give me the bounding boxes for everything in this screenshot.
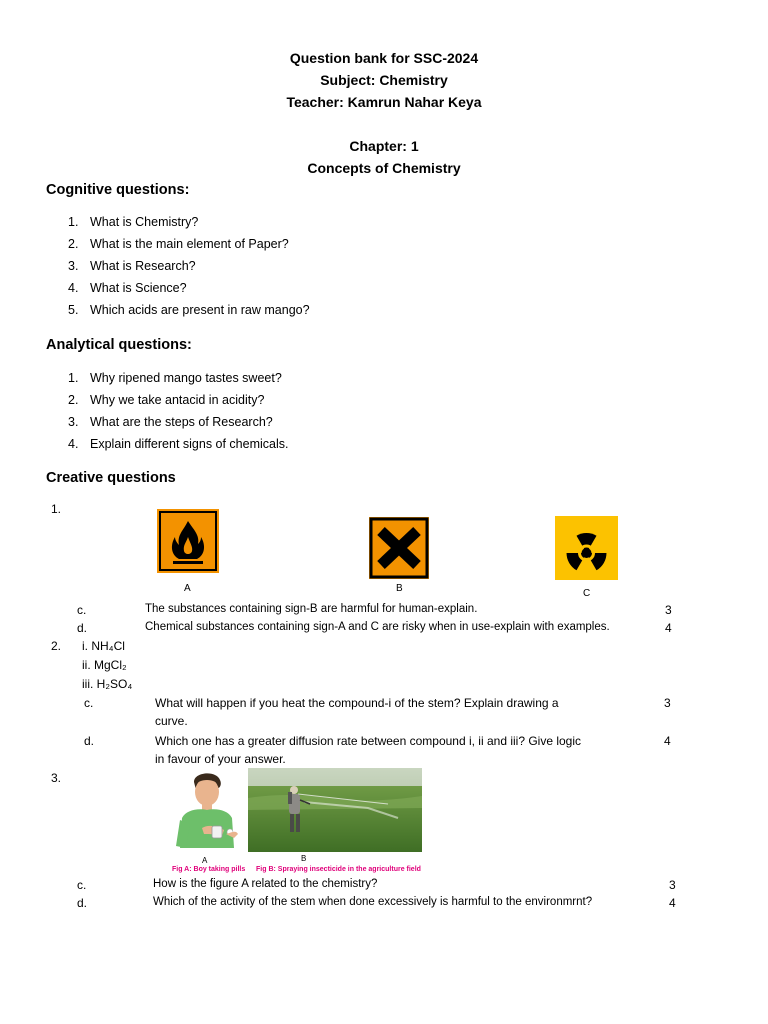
cognitive-heading: Cognitive questions: bbox=[46, 182, 190, 198]
list-item: 1. Why ripened mango tastes sweet? bbox=[68, 371, 282, 385]
q1-part-text: Chemical substances containing sign-A and C are risky when in use-explain with examples. bbox=[145, 621, 610, 633]
analytical-heading: Analytical questions: bbox=[46, 337, 192, 353]
stem-compound: iii. H₂SO₄ bbox=[82, 677, 133, 691]
fig-a-label: A bbox=[202, 856, 208, 865]
q2-part-letter: c. bbox=[84, 696, 94, 710]
fig-b-caption: Fig B: Spraying insecticide in the agriculture field bbox=[256, 866, 421, 873]
q3-part-marks: 4 bbox=[669, 896, 676, 910]
q1-part-text: The substances containing sign-B are harmful for human-explain. bbox=[145, 603, 478, 615]
creative-q3-number: 3. bbox=[51, 771, 62, 785]
radioactive-icon bbox=[555, 516, 618, 586]
spraying-insecticide-photo bbox=[248, 768, 422, 852]
q2-part-marks: 4 bbox=[664, 734, 671, 748]
list-item: 4. Explain different signs of chemicals. bbox=[68, 437, 289, 451]
list-item: 4. What is Science? bbox=[68, 281, 187, 295]
q1-part-letter: c. bbox=[77, 603, 87, 617]
teacher-line: Teacher: Kamrun Nahar Keya bbox=[286, 94, 482, 110]
creative-q1-number: 1. bbox=[51, 502, 62, 516]
q1-part-letter: d. bbox=[77, 621, 88, 635]
harmful-x-icon bbox=[369, 517, 429, 579]
sign-a-label: A bbox=[184, 583, 191, 594]
list-item: 2. What is the main element of Paper? bbox=[68, 237, 289, 251]
stem-compound: i. NH₄Cl bbox=[82, 639, 125, 653]
boy-taking-pills-illustration bbox=[172, 768, 244, 856]
flammable-icon bbox=[157, 509, 219, 573]
q3-part-letter: d. bbox=[77, 896, 88, 910]
sign-c-label: C bbox=[583, 588, 591, 599]
q2-part-text-cont: curve. bbox=[155, 714, 188, 728]
q3-part-letter: c. bbox=[77, 878, 87, 892]
creative-q2-number: 2. bbox=[51, 639, 62, 653]
fig-a-caption: Fig A: Boy taking pills bbox=[172, 866, 246, 873]
list-item: 3. What are the steps of Research? bbox=[68, 415, 273, 429]
q2-part-letter: d. bbox=[84, 734, 95, 748]
document-title: Question bank for SSC-2024 bbox=[289, 50, 479, 66]
creative-heading: Creative questions bbox=[46, 470, 176, 486]
chapter-title: Concepts of Chemistry bbox=[307, 160, 461, 176]
q3-part-text: How is the figure A related to the chemistry? bbox=[153, 878, 378, 890]
q2-part-text: What will happen if you heat the compound-i of the stem? Explain drawing a bbox=[155, 696, 559, 710]
list-item: 3. What is Research? bbox=[68, 259, 196, 273]
sign-b-label: B bbox=[396, 583, 403, 594]
q3-part-text: Which of the activity of the stem when done excessively is harmful to the environmrnt? bbox=[153, 896, 593, 908]
stem-compound: ii. MgCl₂ bbox=[82, 658, 127, 672]
subject-line: Subject: Chemistry bbox=[320, 72, 448, 88]
q2-part-text: Which one has a greater diffusion rate between compound i, ii and iii? Give logic bbox=[155, 734, 582, 748]
q3-part-marks: 3 bbox=[669, 878, 676, 892]
list-item: 5. Which acids are present in raw mango? bbox=[68, 303, 310, 317]
q1-part-marks: 4 bbox=[665, 621, 672, 635]
chapter-number: Chapter: 1 bbox=[349, 138, 419, 154]
q1-part-marks: 3 bbox=[665, 603, 672, 617]
q2-part-marks: 3 bbox=[664, 696, 671, 710]
q2-part-text-cont: in favour of your answer. bbox=[155, 752, 286, 766]
list-item: 2. Why we take antacid in acidity? bbox=[68, 393, 265, 407]
fig-b-label: B bbox=[301, 854, 307, 863]
list-item: 1. What is Chemistry? bbox=[68, 215, 199, 229]
